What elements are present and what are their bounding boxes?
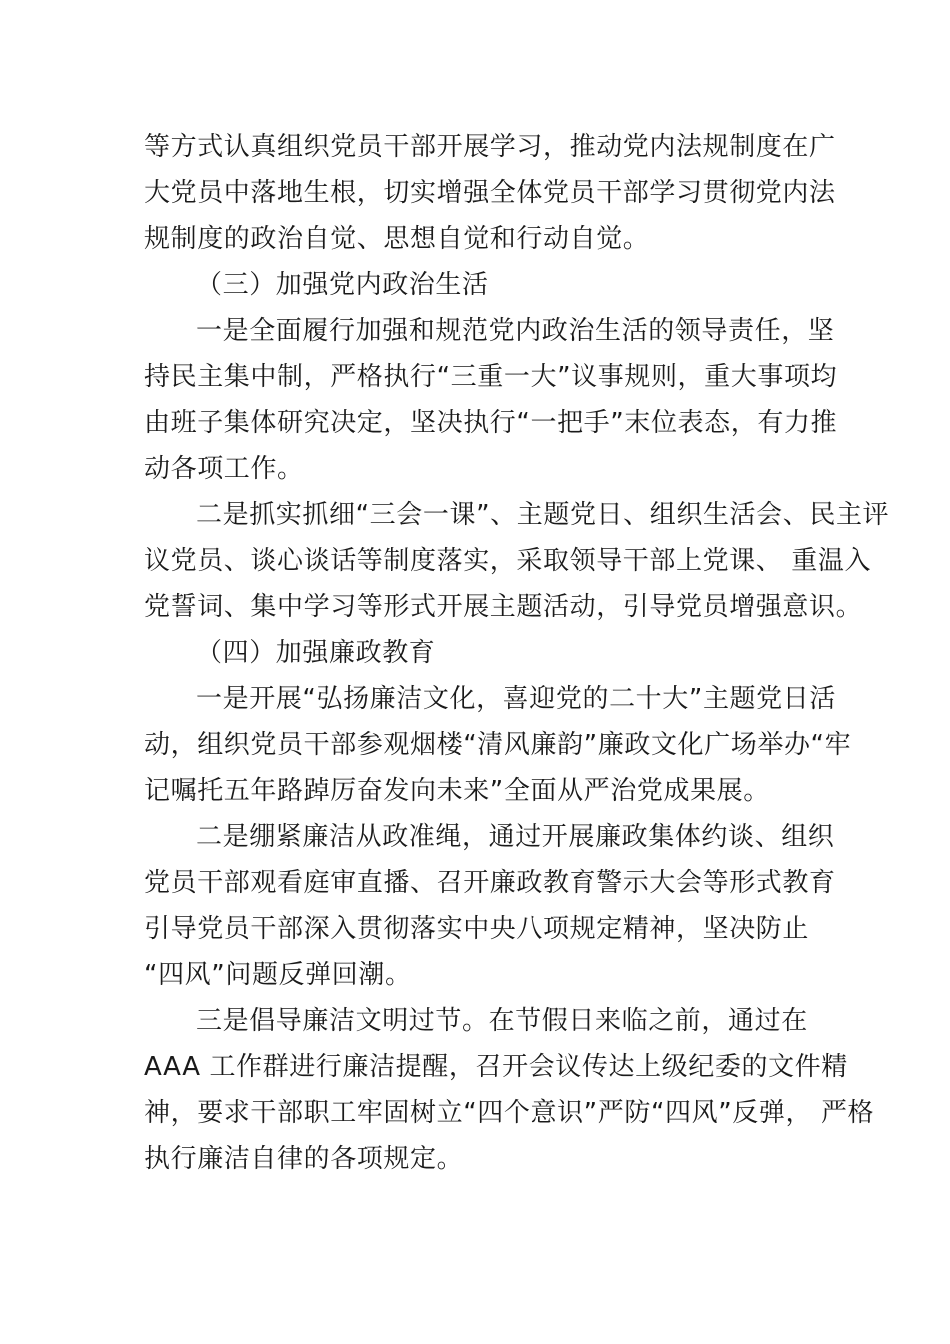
paragraph-start: 二是抓实抓细“三会一课”、主题党日、组织生活会、民主评 bbox=[196, 500, 890, 530]
text-line: 党员干部观看庭审直播、召开廉政教育警示大会等形式教育 bbox=[144, 868, 836, 898]
text-line: 大党员中落地生根，切实增强全体党员干部学习贯彻党内法 bbox=[144, 178, 836, 208]
text-line: 记嘱托五年路踔厉奋发向未来”全面从严治党成果展。 bbox=[144, 776, 770, 806]
text-line: 由班子集体研究决定，坚决执行“一把手”末位表态，有力推 bbox=[144, 408, 838, 438]
paragraph-start: 一是开展“弘扬廉洁文化，喜迎党的二十大”主题党日活 bbox=[196, 684, 836, 714]
text-line: 引导党员干部深入贯彻落实中央八项规定精神，坚决防止 bbox=[144, 914, 810, 944]
text-line: 执行廉洁自律的各项规定。 bbox=[144, 1144, 464, 1174]
paragraph-start: 一是全面履行加强和规范党内政治生活的领导责任，坚 bbox=[196, 316, 835, 346]
text-line: AAA 工作群进行廉洁提醒，召开会议传达上级纪委的文件精 bbox=[144, 1052, 848, 1082]
text-line: 议党员、谈心谈话等制度落实，采取领导干部上党课、 重温入 bbox=[144, 546, 872, 576]
text-line: “四风”问题反弹回潮。 bbox=[144, 960, 412, 990]
section-heading: （三）加强党内政治生活 bbox=[196, 270, 489, 300]
section-heading: （四）加强廉政教育 bbox=[196, 638, 436, 668]
text-line: 等方式认真组织党员干部开展学习，推动党内法规制度在广 bbox=[144, 132, 836, 162]
text-line: 党誓词、集中学习等形式开展主题活动，引导党员增强意识。 bbox=[144, 592, 863, 622]
text-line: 动各项工作。 bbox=[144, 454, 304, 484]
paragraph-start: 三是倡导廉洁文明过节。在节假日来临之前，通过在 bbox=[196, 1006, 808, 1036]
text-line: 神，要求干部职工牢固树立“四个意识”严防“四风”反弹， 严格 bbox=[144, 1098, 875, 1128]
document-body bbox=[144, 124, 890, 1182]
text-line: 动，组织党员干部参观烟楼“清风廉韵”廉政文化广场举办“牢 bbox=[144, 730, 852, 760]
text-line: 持民主集中制，严格执行“三重一大”议事规则，重大事项均 bbox=[144, 362, 838, 392]
paragraph-start: 二是绷紧廉洁从政准绳，通过开展廉政集体约谈、组织 bbox=[196, 822, 835, 852]
text-line: 规制度的政治自觉、思想自觉和行动自觉。 bbox=[144, 224, 650, 254]
